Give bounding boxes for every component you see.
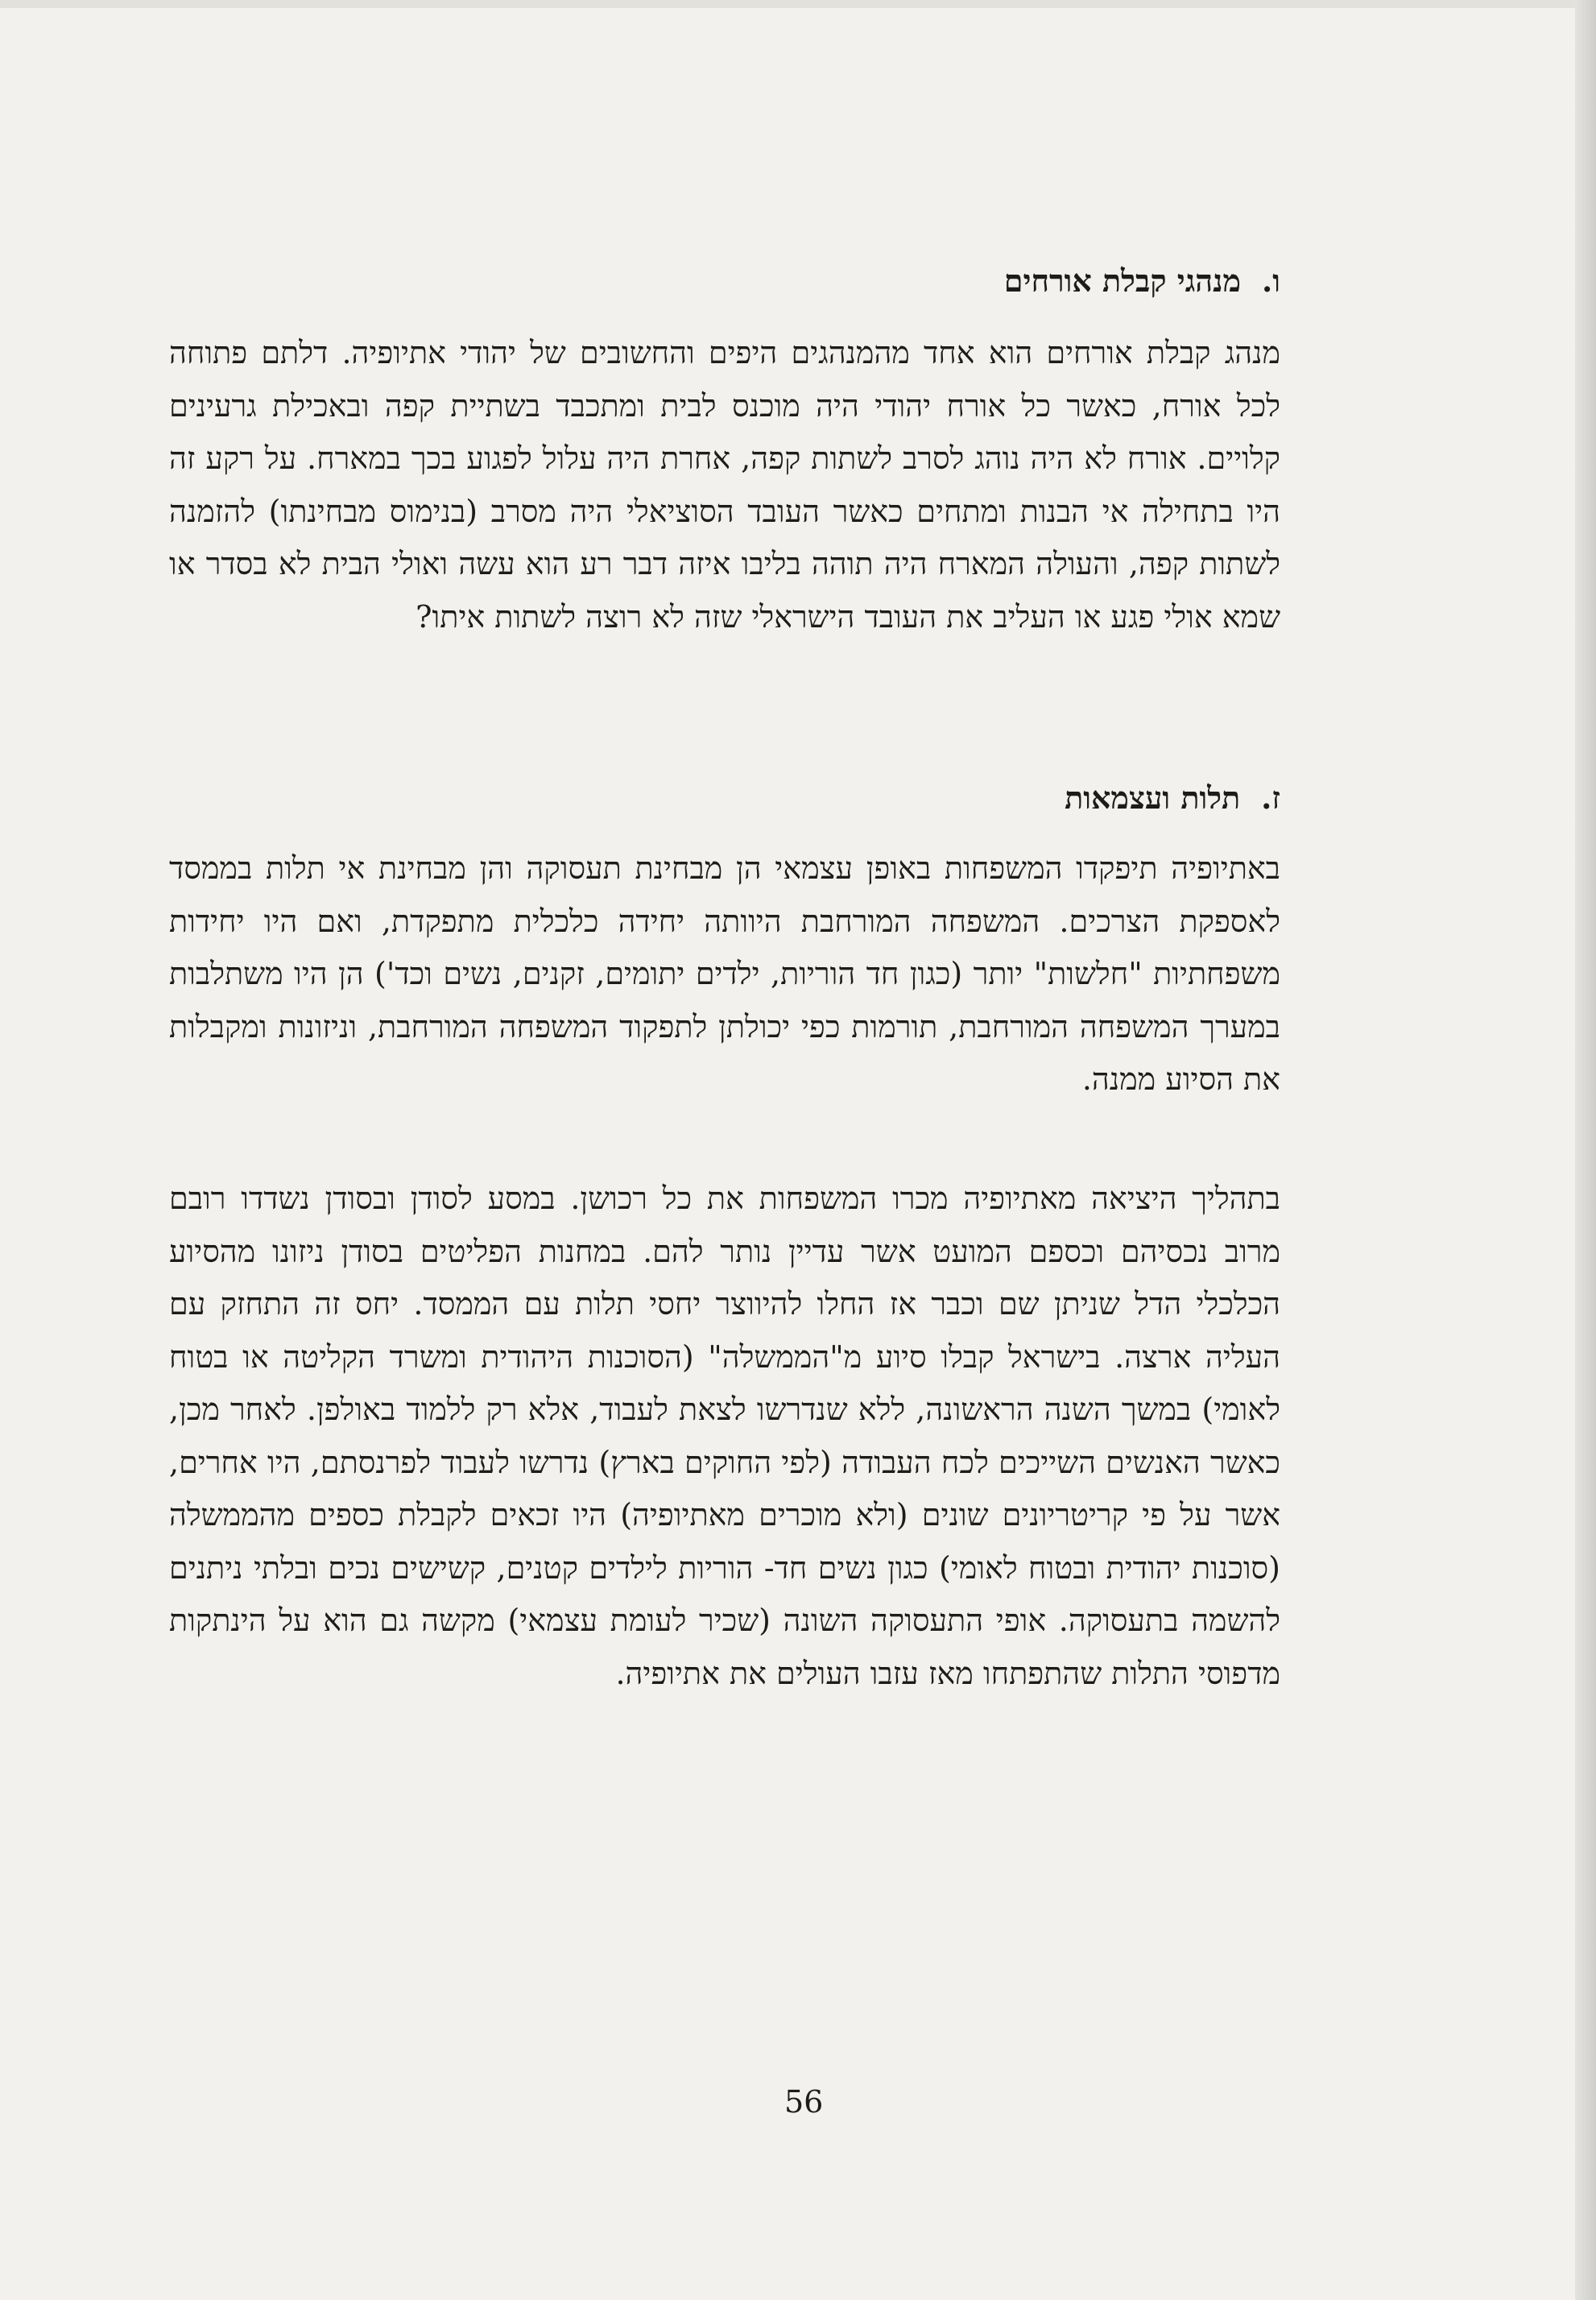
section-heading-dependence: [1065, 778, 1280, 818]
section-body-hospitality: [169, 327, 1280, 643]
section-title: תלות ועצמאות: [1065, 780, 1241, 816]
section-heading-hospitality: [1004, 261, 1280, 301]
section-body-dependence-2: [169, 1173, 1280, 1700]
paragraph: מנהג קבלת אורחים הוא אחד מהמנהגים היפים והחשובים של יהודי אתיופיה. דלתם פתוחה לכל אורח, כאשר כל אורח יהודי היה מוכנס לבית ומתכבד בשתיית קפה ובאכילת גרעינים קלויים. אורח לא היה נוהג לסרב לשתות קפה, אחרת היה עלול לפגוע בכך במארח. על רקע זה היו בתחילה אי הבנות ומתחים כאשר העובד הסוציאלי היה מסרב (בנימוס מבחינתו) להזמנה לשתות קפה, והעולה המארח היה תוהה בליבו איזה דבר רע הוא עשה ואולי הבית לא בסדר או שמא אולי פגע או העליב את העובד הישראלי שזה לא רוצה לשתות איתו?: [169, 335, 1280, 635]
section-body-dependence-1: [169, 842, 1280, 1107]
scan-right-edge: [1575, 0, 1596, 2300]
section-number: ז.: [1261, 780, 1280, 816]
paragraph: בתהליך היציאה מאתיופיה מכרו המשפחות את כל רכושן. במסע לסודן ובסודן נשדדו רובם מרוב נכסיהם וכספם המועט אשר עדיין נותר להם. במחנות הפליטים בסודן ניזונו מהסיוע הכלכלי הדל שניתן שם וכבר אז החלו להיווצר יחסי תלות עם הממסד. יחס זה התחזק עם העליה ארצה. בישראל קבלו סיוע מ"הממשלה" (הסוכנות היהודית ומשרד הקליטה או בטוח לאומי) במשך השנה הראשונה, ללא שנדרשו לצאת לעבוד, אלא רק ללמוד באולפן. לאחר מכן, כאשר האנשים השייכים לכח העבודה (לפי החוקים בארץ) נדרשו לעבוד לפרנסתם, היו אחרים, אשר על פי קריטריונים שונים (ולא מוכרים מאתיופיה) היו זכאים לקבלת כספים מהממשלה (סוכנות יהודית ובטוח לאומי) כגון נשים חד- הוריות לילדים קטנים, קשישים נכים ובלתי ניתנים להשמה בתעסוקה. אופי התעסוקה השונה (שכיר לעומת עצמאי) מקשה גם הוא על הינתקות מדפוסי התלות שהתפתחו מאז עזבו העולים את אתיופיה.: [169, 1181, 1280, 1691]
section-title: מנהגי קבלת אורחים: [1003, 263, 1242, 299]
paragraph: באתיופיה תיפקדו המשפחות באופן עצמאי הן מבחינת תעסוקה והן מבחינת אי תלות בממסד לאספקת הצרכים. המשפחה המורחבת היוותה יחידה כלכלית מתפקדת, ואם היו יחידות משפחתיות "חלשות" יותר (כגון חד הוריות, ילדים יתומים, זקנים, נשים וכד') הן היו משתלבות במערך המשפחה המורחבת, תורמות כפי יכולתן לתפקוד המשפחה המורחבת, וניזונות ומקבלות את הסיוע ממנה.: [169, 850, 1280, 1097]
page-number: 56: [784, 2084, 824, 2120]
section-number: ו.: [1262, 263, 1280, 299]
scan-top-edge: [0, 0, 1575, 8]
